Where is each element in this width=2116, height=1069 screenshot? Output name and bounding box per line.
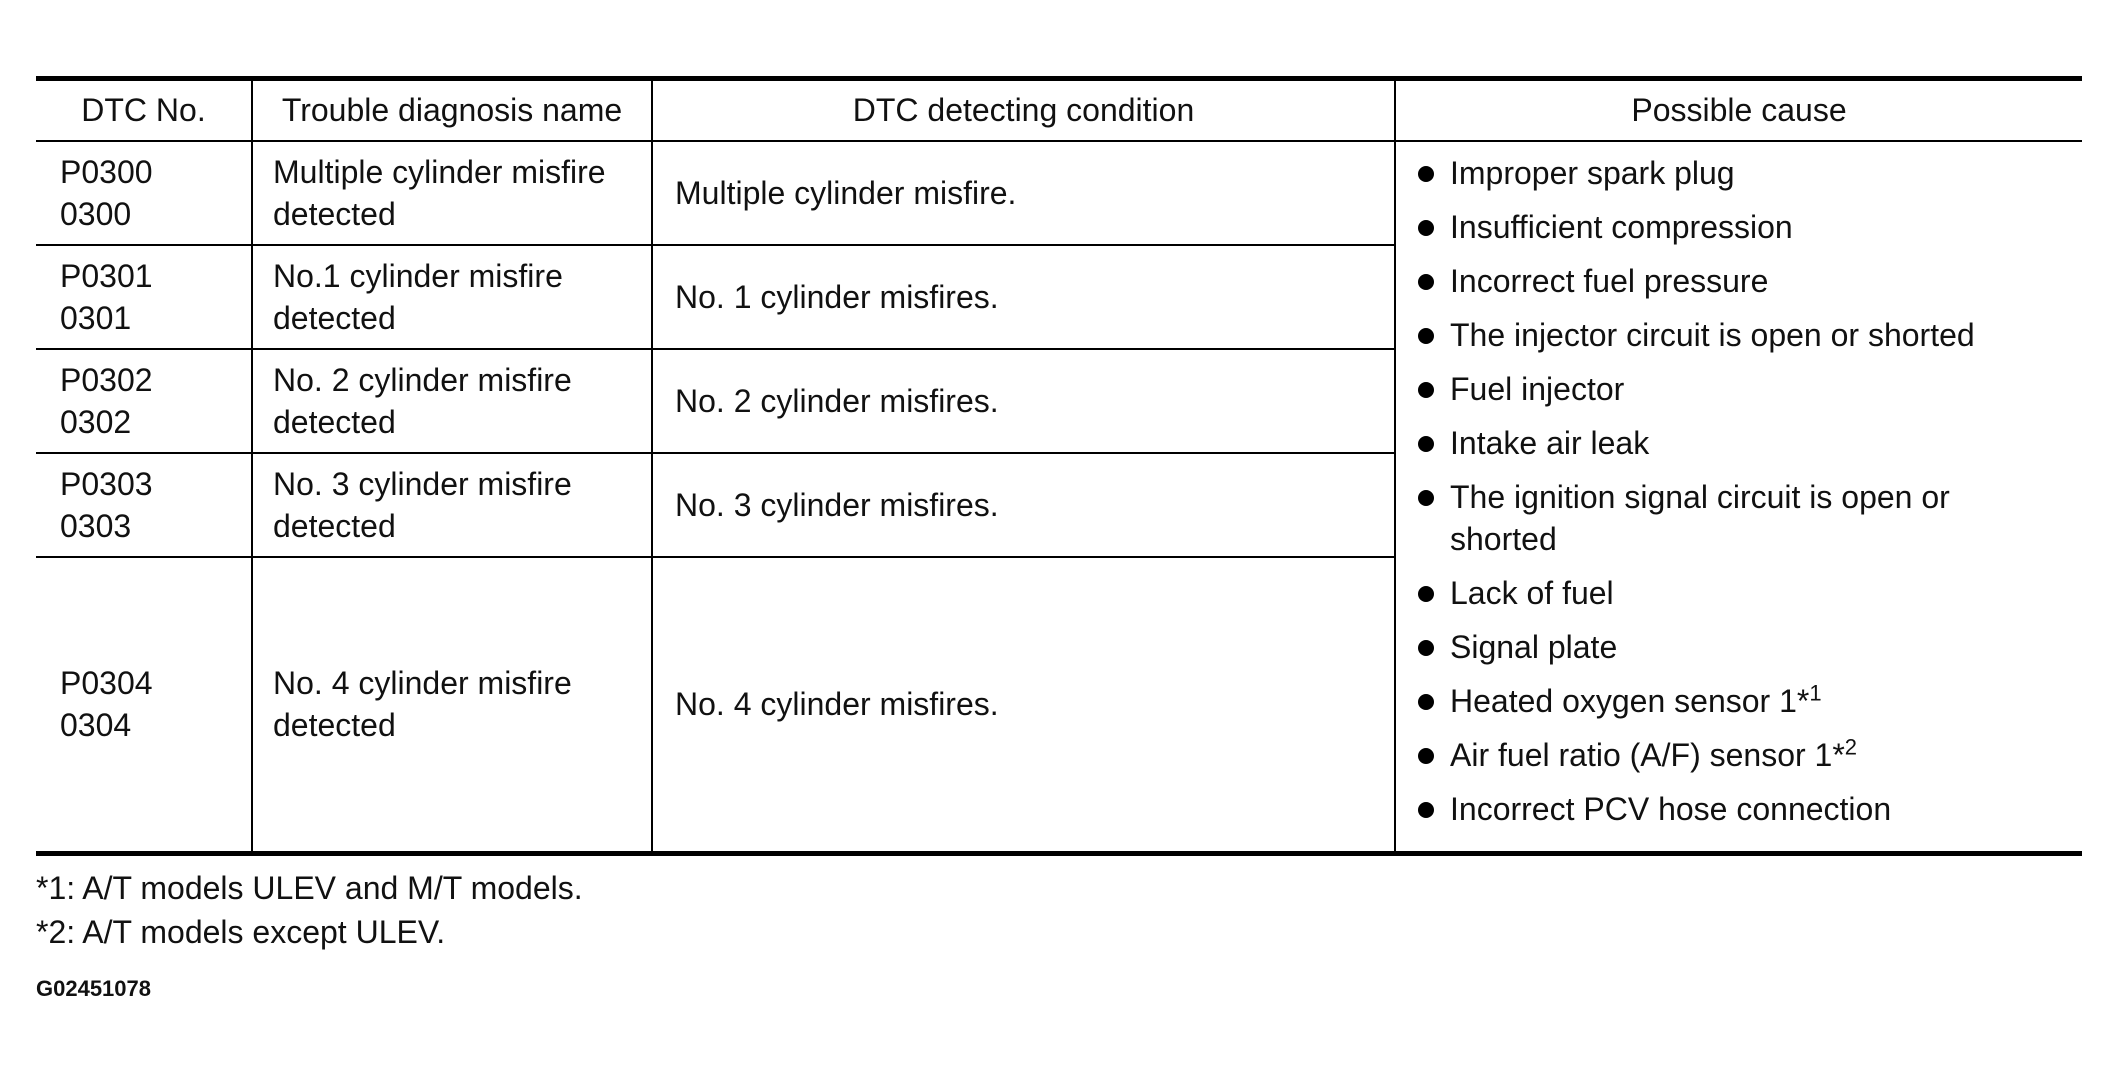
cause-text: Signal plate [1450, 628, 1618, 665]
cause-item [1418, 260, 2082, 302]
bullet-icon [1418, 586, 1434, 602]
header-possible-cause: Possible cause [1395, 79, 2082, 141]
cause-text: Incorrect fuel pressure [1450, 262, 1769, 299]
dtc-code-primary: P0302 [60, 361, 153, 398]
diagnosis-name-line1: Multiple cylinder misfire [273, 153, 606, 190]
bullet-icon [1418, 382, 1434, 398]
diagnosis-name-line2: detected [273, 299, 396, 336]
bullet-icon [1418, 802, 1434, 818]
footnote-ref: 1 [1809, 679, 1822, 705]
header-dtc-no: DTC No. [36, 79, 252, 141]
diagnosis-name-cell [252, 245, 652, 349]
table-header-row [36, 79, 2082, 141]
detecting-condition-cell: No. 3 cylinder misfires. [652, 453, 1395, 557]
dtc-code-cell [36, 349, 252, 453]
diagnosis-name-cell [252, 349, 652, 453]
cause-text: The injector circuit is open or shorted [1450, 316, 1975, 353]
diagnosis-name-line1: No. 4 cylinder misfire [273, 665, 572, 702]
cause-item [1418, 206, 2082, 248]
bullet-icon [1418, 640, 1434, 656]
detecting-condition-cell: Multiple cylinder misfire. [652, 141, 1395, 245]
cause-item [1418, 572, 2082, 614]
bullet-icon [1418, 694, 1434, 710]
possible-cause-list [1418, 152, 2082, 830]
footnotes [36, 866, 583, 954]
cause-text: Insufficient compression [1450, 208, 1793, 245]
diagnosis-name-cell [252, 557, 652, 854]
dtc-code-secondary: 0303 [60, 507, 132, 544]
footnote-2: *2: A/T models except ULEV. [36, 914, 446, 950]
bullet-icon [1418, 436, 1434, 452]
bullet-icon [1418, 166, 1434, 182]
diagnosis-name-line2: detected [273, 507, 396, 544]
detecting-condition-cell: No. 4 cylinder misfires. [652, 557, 1395, 854]
detecting-condition-cell: No. 2 cylinder misfires. [652, 349, 1395, 453]
cause-text: Improper spark plug [1450, 154, 1735, 191]
detecting-condition-cell: No. 1 cylinder misfires. [652, 245, 1395, 349]
diagnosis-name-line1: No.1 cylinder misfire [273, 257, 563, 294]
dtc-code-cell [36, 557, 252, 854]
header-dtc-detecting-condition: DTC detecting condition [652, 79, 1395, 141]
dtc-code-primary: P0300 [60, 153, 153, 190]
cause-item [1418, 422, 2082, 464]
diagnosis-name-cell [252, 141, 652, 245]
footnote-1: *1: A/T models ULEV and M/T models. [36, 870, 583, 906]
bullet-icon [1418, 748, 1434, 764]
dtc-code-secondary: 0300 [60, 195, 132, 232]
bullet-icon [1418, 328, 1434, 344]
cause-text: Incorrect PCV hose connection [1450, 790, 1892, 827]
dtc-code-primary: P0301 [60, 257, 153, 294]
diagnosis-name-line1: No. 2 cylinder misfire [273, 361, 572, 398]
table-row [36, 141, 2082, 245]
cause-item [1418, 680, 2082, 722]
cause-item [1418, 476, 2010, 560]
diagnosis-name-line1: No. 3 cylinder misfire [273, 465, 572, 502]
cause-item [1418, 314, 2082, 356]
dtc-code-cell [36, 141, 252, 245]
dtc-code-secondary: 0302 [60, 403, 132, 440]
dtc-code-cell [36, 453, 252, 557]
dtc-code-primary: P0304 [60, 665, 153, 702]
dtc-code-cell [36, 245, 252, 349]
cause-text: Fuel injector [1450, 370, 1625, 407]
cause-item [1418, 788, 2082, 830]
cause-text: Heated oxygen sensor 1* [1450, 682, 1810, 719]
possible-cause-cell [1395, 141, 2082, 854]
diagnosis-name-line2: detected [273, 195, 396, 232]
diagnosis-name-cell [252, 453, 652, 557]
cause-text: The ignition signal circuit is open or shorted [1450, 478, 1950, 557]
dtc-code-primary: P0303 [60, 465, 153, 502]
figure-id: G02451078 [36, 976, 151, 1001]
cause-text: Lack of fuel [1450, 574, 1614, 611]
cause-text: Intake air leak [1450, 424, 1650, 461]
dtc-code-secondary: 0301 [60, 299, 132, 336]
dtc-code-secondary: 0304 [60, 707, 132, 744]
bullet-icon [1418, 490, 1434, 506]
cause-item [1418, 152, 2082, 194]
footnote-ref: 2 [1844, 733, 1858, 759]
cause-item [1418, 368, 2082, 410]
dtc-table [36, 76, 2082, 856]
bullet-icon [1418, 220, 1434, 236]
cause-text: Air fuel ratio (A/F) sensor 1* [1450, 736, 1845, 773]
cause-item [1418, 626, 2082, 668]
cause-item [1418, 734, 2082, 776]
diagnosis-name-line2: detected [273, 403, 396, 440]
diagnosis-name-line2: detected [273, 707, 396, 744]
bullet-icon [1418, 274, 1434, 290]
header-trouble-diagnosis-name: Trouble diagnosis name [252, 79, 652, 141]
